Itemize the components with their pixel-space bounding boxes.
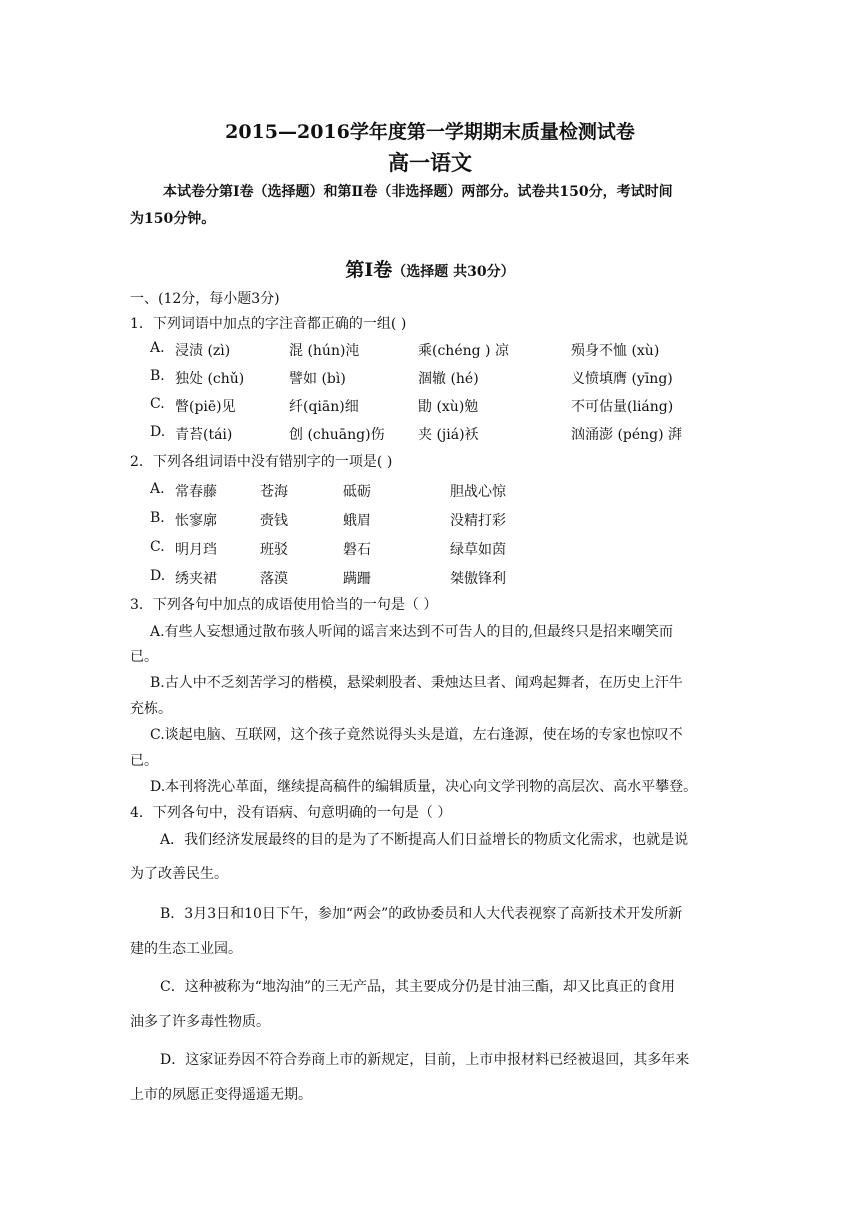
section-title: 第Ⅰ卷 — [345, 259, 393, 281]
option-label: B. — [150, 368, 165, 384]
option-cell: 义愤填膺 (yīng) — [571, 371, 673, 387]
option-cell: 赍钱 — [260, 513, 288, 529]
option-cell: 涸辙 (hé) — [418, 371, 479, 387]
question-3-option-c-line-2: 已。 — [130, 753, 158, 769]
question-4-stem: 4．下列各句中，没有语病、句意明确的一句是（ ） — [130, 805, 452, 821]
option-row — [150, 510, 850, 530]
option-cell: 苍海 — [260, 484, 288, 500]
option-cell: 创 (chuāng)伤 — [289, 427, 385, 443]
option-cell: 砥砺 — [343, 484, 371, 500]
option-row — [150, 424, 850, 444]
option-cell: 桀傲锋利 — [450, 571, 506, 587]
question-4-option-a-line-1: A．我们经济发展最终的目的是为了不断提高人们日益增长的物质文化需求，也就是说 — [160, 832, 689, 848]
option-cell: 常春藤 — [175, 484, 217, 500]
option-cell: 没精打彩 — [450, 513, 506, 529]
option-cell: 瞥(piē)见 — [175, 399, 236, 415]
question-3-option-c-line-1: C.谈起电脑、互联网，这个孩子竟然说得头头是道，左右逢源，使在场的专家也惊叹不 — [150, 727, 683, 743]
question-4-option-b-line-2: 建的生态工业园。 — [130, 941, 242, 957]
part-label: 一、(12分，每小题3分) — [130, 291, 280, 307]
option-label: A. — [150, 481, 165, 497]
option-cell: 纤(qiān)细 — [289, 399, 359, 415]
option-cell: 班驳 — [260, 542, 288, 558]
option-cell: 混 (hún)沌 — [289, 343, 360, 359]
section-note: （选择题 共30分） — [392, 264, 515, 280]
option-row — [150, 539, 850, 559]
option-row — [150, 568, 850, 588]
question-4-option-d-line-2: 上市的夙愿正变得遥遥无期。 — [130, 1087, 312, 1103]
question-4-option-d-line-1: D．这家证券因不符合券商上市的新规定，目前，上市申报材料已经被退回，其多年来 — [160, 1052, 690, 1068]
option-cell: 蛾眉 — [343, 513, 371, 529]
question-4-option-b-line-1: B．3月3日和10日下午，参加“两会”的政协委员和人大代表视察了高新技术开发所新 — [160, 906, 683, 922]
exam-title: 2015—2016学年度第一学期期末质量检测试卷 — [225, 121, 635, 143]
question-1-stem: 1．下列词语中加点的字注音都正确的一组( ) — [130, 316, 407, 332]
question-3-stem: 3．下列各句中加点的成语使用恰当的一句是（ ） — [130, 597, 438, 613]
option-cell: 胆战心惊 — [450, 484, 506, 500]
option-cell: 落漠 — [260, 571, 288, 587]
option-cell: 殒身不恤 (xù) — [571, 343, 660, 359]
option-cell: 乘(chéng ) 凉 — [418, 343, 509, 359]
question-3-option-b-line-1: B.古人中不乏刻苦学习的楷模，悬梁刺股者、秉烛达旦者、闻鸡起舞者，在历史上汗牛 — [150, 675, 683, 691]
option-row — [150, 396, 850, 416]
question-4-option-a-line-2: 为了改善民生。 — [130, 866, 228, 882]
option-cell: 浸渍 (zì) — [175, 343, 231, 359]
option-cell: 勖 (xù)勉 — [418, 399, 479, 415]
option-cell: 不可估量(liáng) — [571, 399, 674, 415]
option-cell: 绣夹裙 — [175, 571, 217, 587]
question-3-option-a-line-1: A.有些人妄想通过散布骇人听闻的谣言来达到不可告人的目的,但最终只是招来嘲笑而 — [150, 624, 674, 640]
option-cell: 青苔(tái) — [175, 427, 233, 443]
option-label: C. — [150, 539, 165, 555]
option-cell: 譬如 (bì) — [289, 371, 346, 387]
question-3-option-a-line-2: 已。 — [130, 649, 158, 665]
option-cell: 独处 (chǔ) — [175, 371, 245, 387]
option-cell: 明月珰 — [175, 542, 217, 558]
option-row — [150, 340, 850, 360]
option-cell: 夹 (jiá)袄 — [418, 427, 479, 443]
intro-line-1: 本试卷分第Ⅰ卷（选择题）和第Ⅱ卷（非选择题）两部分。试卷共150分，考试时间 — [163, 184, 673, 200]
section-heading — [0, 255, 860, 282]
option-label: C. — [150, 396, 165, 412]
option-label: D. — [150, 424, 166, 440]
option-cell: 绿草如茵 — [450, 542, 506, 558]
subject-title: 高一语文 — [388, 150, 472, 175]
option-cell: 汹涌澎 (péng) 湃 — [571, 427, 683, 443]
option-cell: 磐石 — [343, 542, 371, 558]
intro-line-2: 为150分钟。 — [130, 211, 216, 227]
question-3-option-d-line-1: D.本刊将洗心革面，继续提高稿件的编辑质量，决心向文学刊物的高层次、高水平攀登。 — [150, 779, 698, 795]
option-row — [150, 481, 850, 501]
option-cell: 蹒跚 — [343, 571, 371, 587]
option-label: B. — [150, 510, 165, 526]
option-row — [150, 368, 850, 388]
question-4-option-c-line-2: 油多了许多毒性物质。 — [130, 1014, 270, 1030]
option-cell: 怅寥廓 — [175, 513, 217, 529]
option-label: A. — [150, 340, 165, 356]
question-2-stem: 2．下列各组词语中没有错别字的一项是( ) — [130, 454, 393, 470]
question-4-option-c-line-1: C．这种被称为“地沟油”的三无产品，其主要成分仍是甘油三酯，却又比真正的食用 — [160, 979, 676, 995]
option-label: D. — [150, 568, 166, 584]
question-3-option-b-line-2: 充栋。 — [130, 701, 172, 717]
